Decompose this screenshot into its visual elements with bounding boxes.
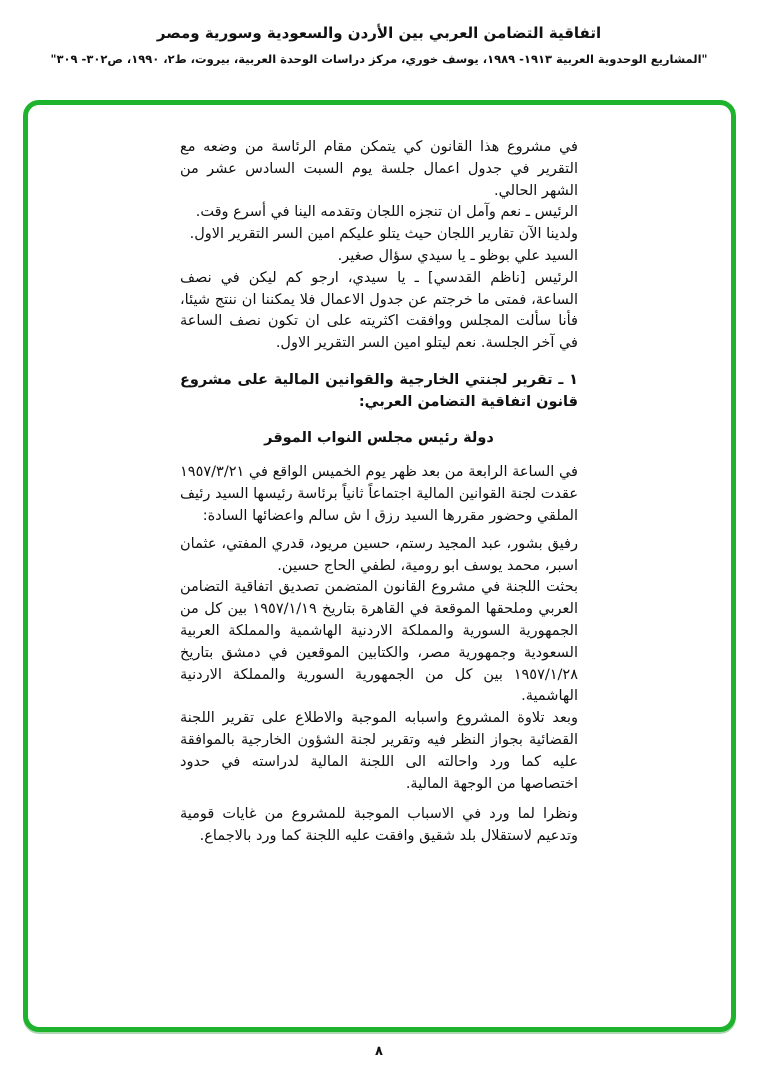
- paragraph: وبعد تلاوة المشروع واسبابه الموجبة والاطلاع على تقرير اللجنة القضائية بجواز النظر فيه وتقرير لجنة الشؤون الخارجية بالموافقة عليه كما ورد واحالته الى اللجنة المالية لدراسته في حدود اختصاصها من الوجهة المالية.: [180, 710, 578, 792]
- document-body: [180, 137, 578, 848]
- paragraph: ونظرا لما ورد في الاسباب الموجبة للمشروع من غايات قومية وتدعيم لاستقلال بلد شقيق وافقت عليه اللجنة كما ورد بالاجماع.: [180, 806, 578, 845]
- paragraph: بحثت اللجنة في مشروع القانون المتضمن تصديق اتفاقية التضامن العربي وملحقها الموقعة في القاهرة بتاريخ ١٩٥٧/١/١٩ بين كل من الجمهورية السورية والمملكة الاردنية الهاشمية والمملكة العربية السعودية وجمهورية مصر، والكتابين الموقعين في دمشق بتاريخ ١٩٥٧/١/٢٨ بين كل من الجمهورية السورية والمملكة الاردنية الهاشمية.: [180, 579, 579, 705]
- citation-line: "المشاريع الوحدوية العربية ١٩١٣- ١٩٨٩، يوسف خوري، مركز دراسات الوحدة العربية، بيروت، ط٢، ١٩٩٠، ص٣٠٢- ٣٠٩": [50, 52, 708, 66]
- paragraph: في الساعة الرابعة من بعد ظهر يوم الخميس الواقع في ١٩٥٧/٣/٢١ عقدت لجنة القوانين المالية اجتماعاً ثانياً برئاسة رئيسها السيد رئيف الملقي وحضور مقررها السيد رزق ا ش سالم واعضائها السادة:: [180, 464, 578, 524]
- paragraph: الرئيس ـ نعم وآمل ان تنجزه اللجان وتقدمه الينا في أسرع وقت.: [195, 204, 578, 221]
- document-title: اتفاقية التضامن العربي بين الأردن والسعودية وسورية ومصر: [156, 24, 602, 42]
- paragraph: ولدينا الآن تقارير اللجان حيث يتلو عليكم امين السر التقرير الاول.: [189, 226, 578, 243]
- section-heading: ١ ـ تقرير لجنتي الخارجية والقوانين المالية على مشروع قانون اتفاقية التضامن العربي:: [180, 371, 578, 410]
- salutation-line: دولة رئيس مجلس النواب الموقر: [264, 429, 494, 446]
- committee-members-paragraph: رفيق بشور، عبد المجيد رستم، حسين مريود، قدري المفتي، عثمان اسبر، محمد يوسف ابو رومية، لطفي الحاج حسين.: [180, 535, 578, 574]
- paragraph: في مشروع هذا القانون كي يتمكن مقام الرئاسة من وضعه مع التقرير في جدول اعمال جلسة يوم السبت السادس عشر من الشهر الحالي.: [180, 139, 578, 199]
- page-number: ٨: [375, 1044, 383, 1059]
- page-header: [0, 24, 758, 66]
- paragraph: الرئيس [ناظم القدسي] ـ يا سيدي، ارجو كم ليكن في نصف الساعة، فمتى ما خرجتم عن جدول الاعمال فلا يمكننا ان ننتج شيئا، فأنا سألت المجلس ووافقت اكثريته على ان تكون نصف الساعة في آخر الجلسة. نعم ليتلو امين السر التقرير الاول.: [180, 269, 578, 352]
- paragraph: السيد علي بوظو ـ يا سيدي سؤال صغير.: [337, 247, 578, 264]
